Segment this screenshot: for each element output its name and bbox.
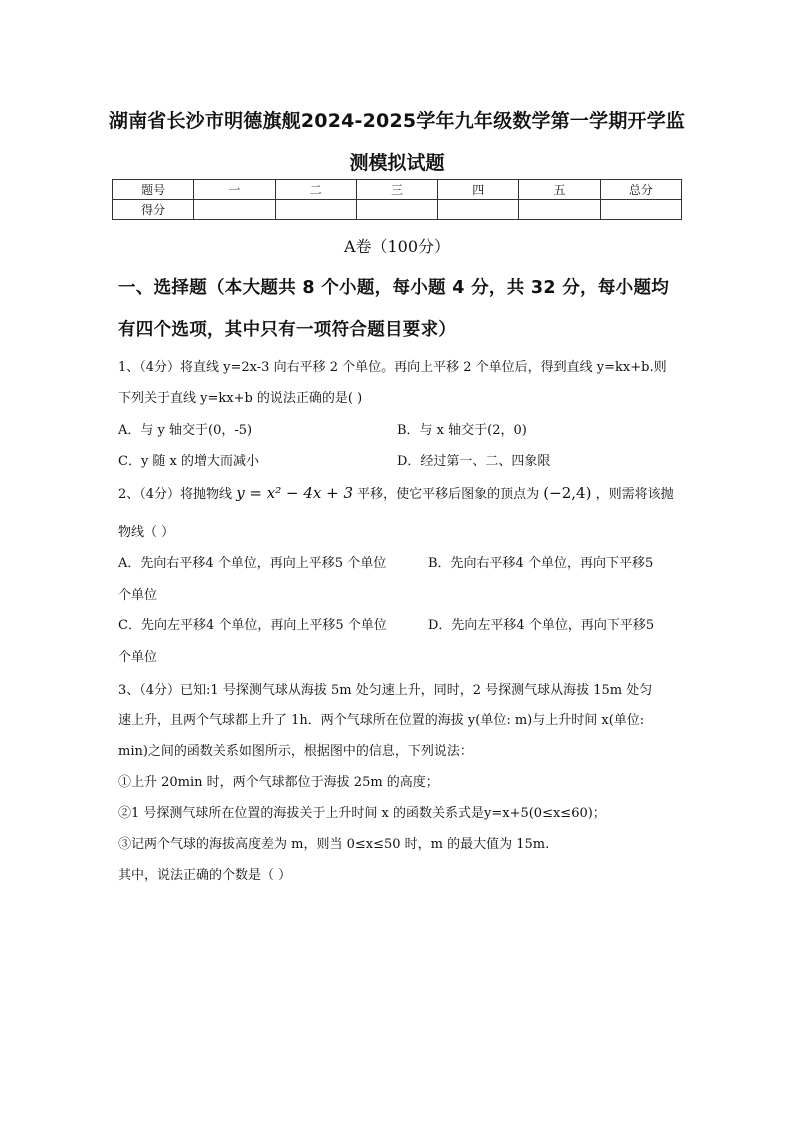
score-header-cell: 三: [356, 180, 437, 200]
part1-heading-line1: 一、选择题（本大题共 8 个小题，每小题 4 分，共 32 分，每小题均: [118, 278, 670, 298]
q1-option-c: C．y 随 x 的增大而减小: [118, 454, 260, 469]
q1-line1: 1、（4分）将直线 y=2x-3 向右平移 2 个单位。再向上平移 2 个单位后，得到直线 y=kx+b.则: [118, 360, 667, 375]
q1-option-a: A．与 y 轴交于(0，-5): [118, 423, 253, 438]
q2-prefix: 2、（4分）将抛物线: [118, 487, 233, 502]
score-header-cell: 四: [438, 180, 519, 200]
q2-vertex: (−2,4): [543, 484, 592, 502]
q2-option-b-continued: 个单位: [118, 588, 158, 603]
score-header-cell: 总分: [600, 180, 681, 200]
q1-option-b: B．与 x 轴交于(2，0): [397, 423, 527, 438]
q3-line3: min)之间的函数关系如图所示，根据图中的信息，下列说法：: [118, 744, 473, 759]
q3-statement-3: ③记两个气球的海拔高度差为 m，则当 0≤x≤50 时，m 的最大值为 15m.: [118, 837, 550, 852]
q2-middle: 平移，使它平移后图象的顶点为: [357, 487, 540, 502]
q3-question: 其中，说法正确的个数是（ ）: [118, 868, 292, 883]
q2-line1: [118, 483, 688, 502]
score-header-cell: 二: [275, 180, 356, 200]
q2-option-b: B．先向右平移4 个单位，再向下平移5: [428, 556, 654, 571]
q2-option-c: C．先向左平移4 个单位，再向上平移5 个单位: [118, 618, 387, 633]
score-cell-empty[interactable]: [194, 200, 275, 220]
score-cell-empty[interactable]: [275, 200, 356, 220]
q3-line1: 3、（4分）已知:1 号探测气球从海拔 5m 处匀速上升，同时，2 号探测气球从海拔 15m 处匀: [118, 683, 653, 698]
score-table: [112, 179, 682, 220]
q3-statement-1: ①上升 20min 时，两个气球都位于海拔 25m 的高度；: [118, 775, 439, 790]
score-table-header-row: [113, 180, 682, 200]
q2-line2: 物线（ ）: [118, 525, 175, 540]
q1-option-d: D．经过第一、二、四象限: [397, 454, 551, 469]
q2-option-d-continued: 个单位: [118, 650, 158, 665]
q3-statement-2: ②1 号探测气球所在位置的海拔关于上升时间 x 的函数关系式是y=x+5(0≤x≤60)；: [118, 806, 606, 821]
q2-option-a: A．先向右平移4 个单位，再向上平移5 个单位: [118, 556, 387, 571]
q3-line2: 速上升，且两个气球都上升了 1h．两个气球所在位置的海拔 y(单位: m)与上升时间 x(单位:: [118, 713, 645, 728]
score-header-cell: 一: [194, 180, 275, 200]
score-header-cell: 五: [519, 180, 600, 200]
exam-title-line2: 测模拟试题: [349, 152, 445, 174]
score-header-cell: 题号: [113, 180, 194, 200]
score-cell-empty[interactable]: [519, 200, 600, 220]
score-cell-empty[interactable]: [438, 200, 519, 220]
q1-line2: 下列关于直线 y=kx+b 的说法正确的是( ): [118, 391, 363, 406]
part1-heading-line2: 有四个选项，其中只有一项符合题目要求）: [118, 320, 457, 340]
score-cell-empty[interactable]: [600, 200, 681, 220]
q2-option-d: D．先向左平移4 个单位，再向下平移5: [428, 618, 655, 633]
section-a-heading: A卷（100分）: [343, 237, 451, 256]
q2-formula: y = x² − 4x + 3: [236, 484, 353, 502]
score-cell-empty[interactable]: [356, 200, 437, 220]
score-row-label: 得分: [113, 200, 194, 220]
exam-title-line1: 湖南省长沙市明德旗舰2024-2025学年九年级数学第一学期开学监: [108, 110, 686, 132]
score-table-score-row: [113, 200, 682, 220]
q2-suffix: ，则需将该抛: [595, 487, 674, 502]
